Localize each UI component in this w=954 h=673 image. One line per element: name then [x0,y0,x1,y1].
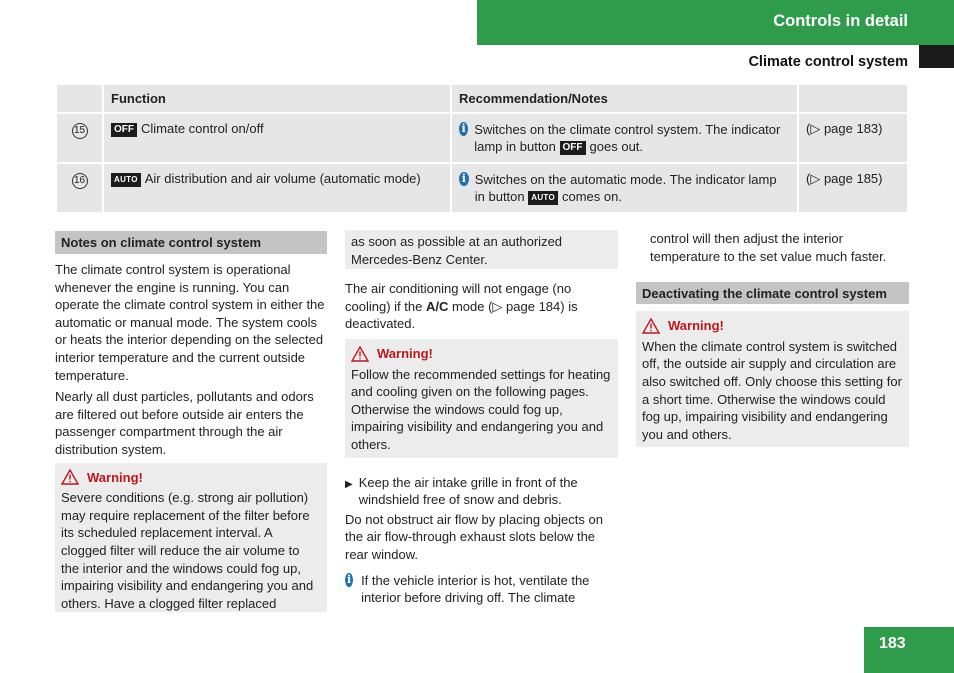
info-note [345,572,618,607]
auto-button-icon: AUTO [111,173,141,187]
auto-button-icon: AUTO [528,191,558,205]
section-heading: Notes on climate control system [55,231,327,254]
off-button-icon: OFF [560,141,586,155]
page-number: 183 [879,635,906,652]
warning-text: Follow the recommended settings for heating and cooling given on the following pages. Otherwise the windows could fog up, impairing visibility and endangering you and others. [351,366,611,452]
warning-triangle-icon [351,346,369,362]
info-text-continued: control will then adjust the interior temperature to the set value much faster. [650,231,887,264]
bullet-arrow-icon: ▶ [345,478,353,490]
column-3 [636,230,909,447]
info-text: If the vehicle interior is hot, ventilate the interior before driving off. The climate [361,572,590,606]
section-title: Climate control system [748,54,908,70]
column-2 [345,230,618,607]
warning-text: Severe conditions (e.g. strong air pollution) may require replacement of the filter before its scheduled replacement interval. A clogged filter will reduce the air volume to the interior and the windows could fog up, impairing visibility and endangering you and others. Have a clogged filter replaced [61,490,314,611]
table-row [56,163,908,213]
warning-box [636,311,909,447]
ac-label: A/C [425,298,449,314]
chapter-title: Controls in detail [773,12,908,30]
function-label: Air distribution and air volume (automatic mode) [144,171,421,186]
table-header-notes: Recommendation/Notes [451,84,798,113]
info-icon: i [459,122,468,136]
warning-box [55,463,327,613]
section-tab-marker [919,45,954,68]
table-row [56,113,908,163]
info-icon: i [459,172,469,186]
section-heading: Deactivating the climate control system [636,282,909,304]
table-header-function: Function [103,84,451,113]
page-ref[interactable]: (▷ page 185) [798,163,908,213]
circled-number-icon: 16 [72,173,88,189]
warning-triangle-icon [642,318,660,334]
warning-box [345,339,618,458]
warning-box-continued [345,230,618,269]
function-label: Climate control on/off [141,121,264,136]
column-1 [55,231,327,612]
bullet-text: Keep the air intake grille in front of the windshield free of snow and debris. [358,474,578,508]
list-item [345,474,618,509]
warning-triangle-icon [61,469,79,485]
page-number-box [864,627,954,673]
table-header-row [56,84,908,113]
paragraph: The air conditioning will not engage (no cooling) if the A/C mode (▷ page 184) is deactivated. [345,281,578,332]
paragraph: Nearly all dust particles, pollutants and odors are filtered out before outside air enters the passenger compartment through the air distribution system. [55,389,314,457]
warning-text: When the climate control system is switched off, the outside air supply and circulation are also switched off. Only choose this setting for a short time. Otherwise the windows could fog up, impairing visibility and endangering you and others. [642,338,902,442]
paragraph: The climate control system is operational whenever the engine is running. You can operate the climate control system in either the automatic or manual mode. The system cools or heats the interior depending on the selected interior temperature and the current outside temperature. [55,262,325,383]
note-text: Switches on the automatic mode. The indicator lamp in button AUTO comes on. [474,172,777,204]
circled-number-icon: 15 [72,123,88,139]
page-ref[interactable]: (▷ page 183) [798,113,908,163]
warning-title: Warning! [668,318,724,334]
warning-title: Warning! [377,345,433,361]
note-text: Switches on the climate control system. The indicator lamp in button OFF goes out. [474,122,781,154]
function-table [55,83,909,214]
info-icon: i [346,572,352,586]
warning-text: as soon as possible at an authorized Mercedes-Benz Center. [351,234,563,267]
warning-title: Warning! [87,469,143,485]
off-button-icon: OFF [111,123,137,137]
paragraph: Do not obstruct air flow by placing objects on the air flow-through exhaust slots below the rear window. [345,511,603,562]
